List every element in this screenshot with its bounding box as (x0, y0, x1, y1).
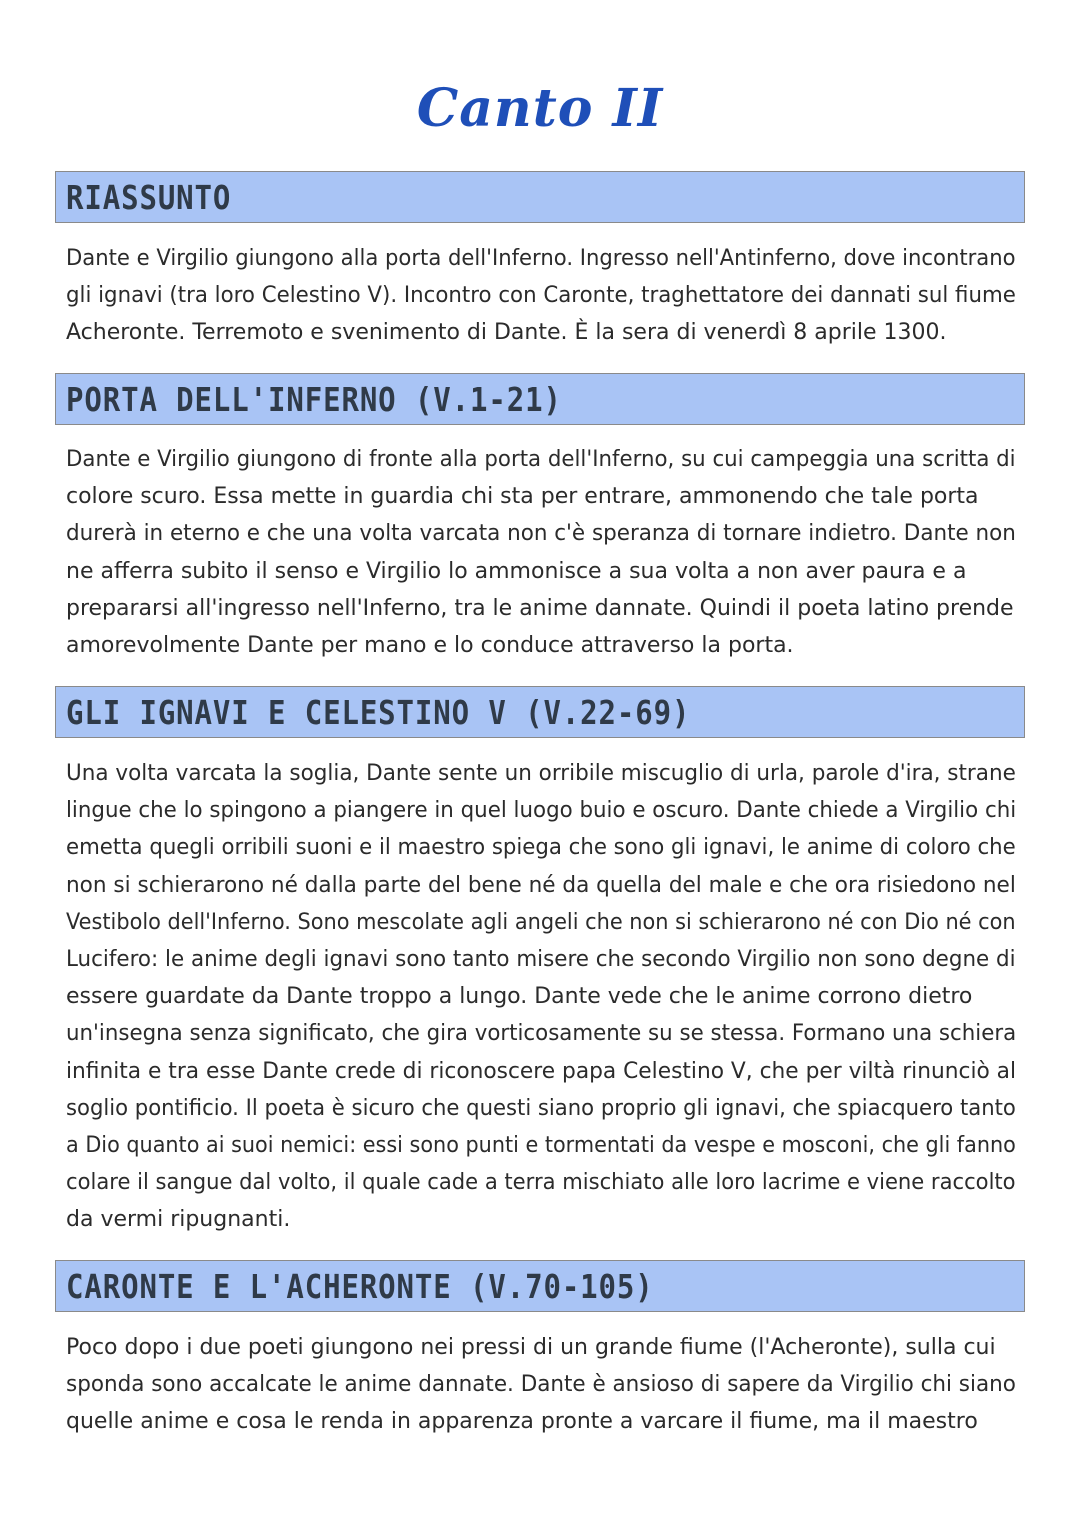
text-line: durerà in eterno e che una volta varcata non c'è speranza di tornare indietro. Dante non (66, 521, 1016, 547)
section-heading: RIASSUNTO (66, 177, 232, 217)
text-line: Dante e Virgilio giungono di fronte alla porta dell'Inferno, su cui campeggia una scritta di (66, 447, 1016, 472)
section-heading: PORTA DELL'INFERNO (V.1-21) (66, 379, 562, 419)
text-line: gli ignavi (tra loro Celestino V). Incontro con Caronte, traghettatore dei dannati sul fiume (66, 283, 1016, 309)
text-line: infinita e tra esse Dante crede di riconoscere papa Celestino V, che per viltà rinunciò al (66, 1058, 1017, 1084)
page-title: Canto II (416, 78, 664, 139)
text-line: Dante e Virgilio giungono alla porta dell'Inferno. Ingresso nell'Antinferno, dove incontrano (66, 246, 1016, 271)
text-line: prepararsi all'ingresso nell'Inferno, tra le anime dannate. Quindi il poeta latino prende (66, 595, 1014, 621)
text-line: essere guardate da Dante troppo a lungo. Dante vede che le anime corrono dietro (66, 984, 973, 1010)
text-line: colore scuro. Essa mette in guardia chi sta per entrare, ammonendo che tale porta (66, 484, 979, 510)
text-line: Acheronte. Terremoto e svenimento di Dante. È la sera di venerdì 8 aprile 1300. (66, 320, 947, 346)
section-header-porta-inferno (55, 373, 1025, 425)
text-line: Una volta varcata la soglia, Dante sente un orribile miscuglio di urla, parole d'ira, strane (66, 761, 1016, 786)
text-line: a Dio quanto ai suoi nemici: essi sono punti e tormentati da vespe e mosconi, che gli fanno (66, 1132, 1016, 1158)
section-heading: GLI IGNAVI E CELESTINO V (V.22-69) (66, 692, 691, 732)
text-line: lingue che lo spingono a piangere in quel luogo buio e oscuro. Dante chiede a Virgilio chi (66, 798, 1017, 824)
section-body-porta-inferno (66, 441, 1016, 664)
section-header-caronte (55, 1260, 1025, 1312)
text-line: da vermi ripugnanti. (66, 1207, 291, 1233)
text-line: Vestibolo dell'Inferno. Sono mescolate agli angeli che non si schierarono né con Dio né con (66, 909, 1016, 935)
section-header-ignavi (55, 686, 1025, 738)
section-body-ignavi (66, 755, 1016, 1238)
text-line: amorevolmente Dante per mano e lo conduce attraverso la porta. (66, 632, 794, 658)
text-line: soglio pontificio. Il poeta è sicuro che questi siano proprio gli ignavi, che spiacquero tanto (66, 1095, 1016, 1121)
text-line: colare il sangue dal volto, il quale cade a terra mischiato alle loro lacrime e viene raccolto (66, 1170, 1016, 1196)
text-line: Lucifero: le anime degli ignavi sono tanto misere che secondo Virgilio non sono degne di (66, 946, 1016, 972)
text-line: emetta quegli orribili suoni e il maestro spiega che sono gli ignavi, le anime di coloro che (66, 835, 1016, 861)
text-line: quelle anime e cosa le renda in apparenza pronte a varcare il fiume, ma il maestro (66, 1409, 978, 1435)
section-header-riassunto (55, 171, 1025, 223)
text-line: Poco dopo i due poeti giungono nei pressi di un grande fiume (l'Acheronte), sulla cui (66, 1335, 996, 1360)
section-heading: CARONTE E L'ACHERONTE (V.70-105) (66, 1266, 654, 1306)
text-line: un'insegna senza significato, che gira vorticosamente su se stessa. Formano una schiera (66, 1021, 1017, 1047)
text-line: non si schierarono né dalla parte del bene né da quella del male e che ora risiedono nel (66, 872, 1016, 898)
text-line: sponda sono accalcate le anime dannate. Dante è ansioso di sapere da Virgilio chi siano (66, 1372, 1016, 1398)
section-body-riassunto (66, 240, 1016, 352)
text-line: ne afferra subito il senso e Virgilio lo ammonisce a sua volta a non aver paura e a (66, 558, 967, 584)
section-body-caronte (66, 1329, 1016, 1441)
